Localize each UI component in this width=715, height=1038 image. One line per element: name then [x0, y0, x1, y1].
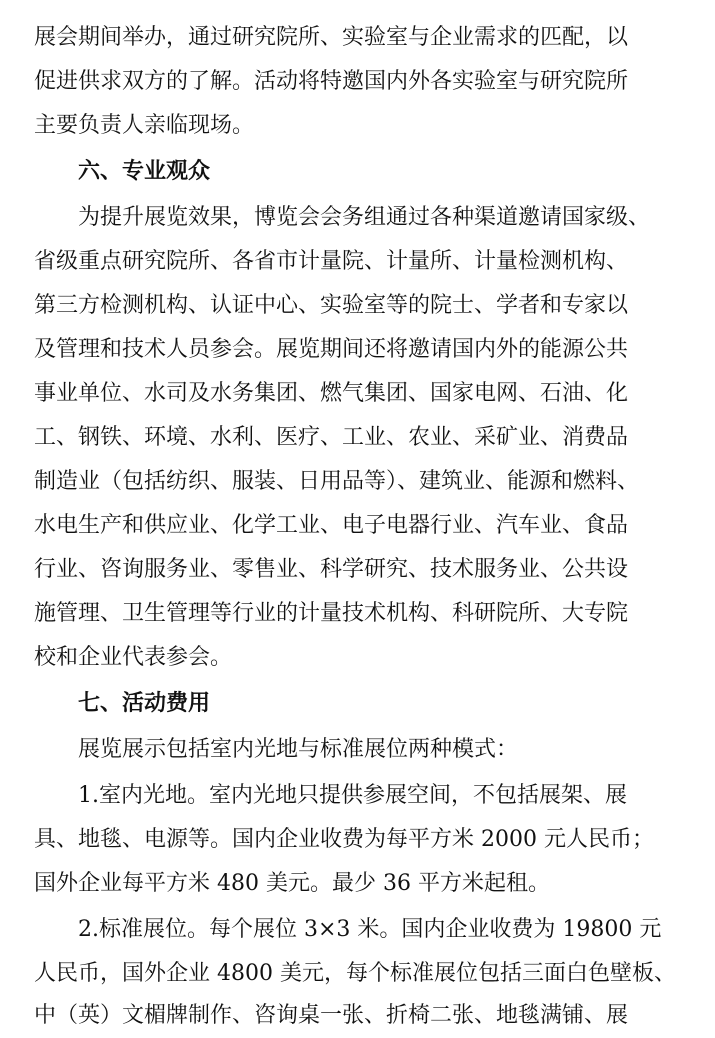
body-text-line: 第三方检测机构、认证中心、实验室等的院士、学者和专家以 — [34, 293, 629, 318]
body-text-line: 促进供求双方的了解。活动将特邀国内外各实验室与研究院所 — [34, 69, 629, 94]
section-heading: 六、专业观众 — [78, 159, 211, 184]
body-text-line: 人民币，国外企业 4800 美元，每个标准展位包括三面白色壁板、 — [34, 961, 676, 986]
body-text-line: 国外企业每平方米 480 美元。最少 36 平方米起租。 — [34, 871, 550, 896]
body-text-line: 展会期间举办，通过研究院所、实验室与企业需求的匹配，以 — [34, 25, 629, 50]
body-text-line: 制造业（包括纺织、服装、日用品等）、建筑业、能源和燃料、 — [34, 469, 640, 494]
body-text-line: 中（英）文楣牌制作、咨询桌一张、折椅二张、地毯满铺、展 — [34, 1003, 629, 1028]
body-text-line: 1.室内光地。室内光地只提供参展空间，不包括展架、展 — [78, 783, 627, 808]
section-heading: 七、活动费用 — [78, 691, 211, 716]
body-text-line: 施管理、卫生管理等行业的计量技术机构、科研院所、大专院 — [34, 601, 629, 626]
body-text-line: 事业单位、水司及水务集团、燃气集团、国家电网、石油、化 — [34, 381, 629, 406]
body-text-line: 及管理和技术人员参会。展览期间还将邀请国内外的能源公共 — [34, 337, 629, 362]
body-text-line: 行业、咨询服务业、零售业、科学研究、技术服务业、公共设 — [34, 557, 629, 582]
body-text-line: 2.标准展位。每个展位 3×3 米。国内企业收费为 19800 元 — [78, 917, 662, 942]
body-text-line: 为提升展览效果，博览会会务组通过各种渠道邀请国家级、 — [78, 205, 651, 230]
body-text-line: 工、钢铁、环境、水利、医疗、工业、农业、采矿业、消费品 — [34, 425, 629, 450]
body-text-line: 主要负责人亲临现场。 — [34, 113, 255, 138]
body-text-line: 水电生产和供应业、化学工业、电子电器行业、汽车业、食品 — [34, 513, 629, 538]
body-text-line: 省级重点研究院所、各省市计量院、计量所、计量检测机构、 — [34, 249, 629, 274]
body-text-line: 具、地毯、电源等。国内企业收费为每平方米 2000 元人民币； — [34, 827, 654, 852]
body-text-line: 校和企业代表参会。 — [34, 645, 233, 670]
body-text-line: 展览展示包括室内光地与标准展位两种模式： — [78, 737, 519, 762]
